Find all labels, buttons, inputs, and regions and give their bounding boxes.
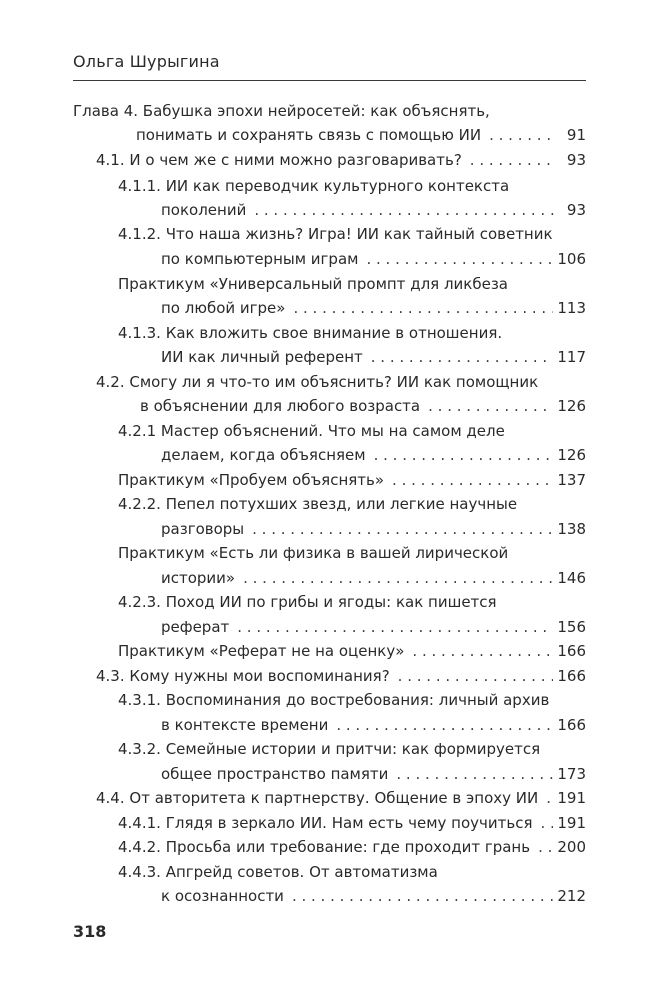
toc-line [118, 272, 586, 296]
toc-entry-text: Практикум «Пробуем объяснять» [118, 471, 385, 489]
toc-page-number: 146 [557, 569, 586, 587]
toc-entry-text: 4.3.1. Воспоминания до востребования: личный архив [118, 691, 550, 709]
toc-line [140, 394, 586, 418]
toc-page-number: 138 [557, 520, 586, 538]
toc-line [136, 123, 586, 147]
toc-entry-text: Практикум «Реферат не на оценку» [118, 642, 405, 660]
toc-leader-dots [243, 566, 553, 590]
toc-line [118, 468, 586, 492]
toc-entry-text: поколений [161, 201, 247, 219]
toc-page-number: 113 [557, 299, 586, 317]
toc-line [96, 786, 586, 810]
toc-entry-text: 4.4.1. Глядя в зеркало ИИ. Нам есть чему поучиться [118, 814, 533, 832]
toc-leader-dots [428, 394, 553, 418]
toc-entry-text: 4.2. Смогу ли я что-то им объяснить? ИИ как помощник [96, 373, 539, 391]
header-rule [73, 80, 586, 81]
toc-leader-dots [538, 835, 553, 859]
toc-line [118, 639, 586, 663]
toc-leader-dots [392, 468, 553, 492]
toc-line [161, 198, 586, 222]
toc-entry-text: 4.1. И о чем же с ними можно разговаривать? [96, 151, 462, 169]
toc-line [118, 835, 586, 859]
toc-page-number: 117 [557, 348, 586, 366]
toc-line [161, 443, 586, 467]
toc-page-number: 126 [557, 446, 586, 464]
toc-line [161, 247, 586, 271]
toc-line [96, 370, 586, 394]
toc-leader-dots [546, 786, 553, 810]
toc-line [118, 860, 586, 884]
toc-leader-dots [489, 123, 556, 147]
toc-entry-text: понимать и сохранять связь с помощью ИИ [136, 126, 482, 144]
toc-leader-dots [371, 345, 554, 369]
toc-line [118, 321, 586, 345]
toc-page-number: 166 [557, 667, 586, 685]
toc-page-number: 191 [557, 814, 586, 832]
toc-line [118, 174, 586, 198]
toc-line [161, 762, 586, 786]
toc-entry-text: истории» [161, 569, 236, 587]
toc-entry-text: 4.3. Кому нужны мои воспоминания? [96, 667, 390, 685]
toc-leader-dots [336, 713, 553, 737]
toc-entry-text: 4.1.2. Что наша жизнь? Игра! ИИ как тайный советник [118, 225, 553, 243]
toc-line [118, 688, 586, 712]
toc-leader-dots [254, 198, 556, 222]
toc-leader-dots [374, 443, 554, 467]
toc-line [161, 884, 586, 908]
toc-page-number: 93 [566, 151, 586, 169]
toc-line-chapter-4 [73, 99, 586, 123]
toc-line [96, 148, 586, 172]
toc-line [161, 517, 586, 541]
toc-line [118, 590, 586, 614]
toc-line [118, 541, 586, 565]
toc-page-number: 166 [557, 716, 586, 734]
toc-page-number: 173 [557, 765, 586, 783]
toc-leader-dots [366, 247, 553, 271]
toc-entry-text: по любой игре» [161, 299, 286, 317]
running-head-author: Ольга Шурыгина [73, 52, 220, 71]
toc-leader-dots [293, 296, 553, 320]
toc-line [161, 296, 586, 320]
toc-entry-text: 4.4.3. Апгрейд советов. От автоматизма [118, 863, 438, 881]
toc-leader-dots [470, 148, 556, 172]
toc-line [161, 345, 586, 369]
toc-leader-dots [252, 517, 553, 541]
toc-page-number: 93 [566, 201, 586, 219]
toc-leader-dots [412, 639, 553, 663]
toc-page-number: 212 [557, 887, 586, 905]
toc-page-number: 106 [557, 250, 586, 268]
toc-line [118, 811, 586, 835]
toc-page-number: 191 [557, 789, 586, 807]
page-number: 318 [73, 922, 107, 941]
toc-entry-text: 4.3.2. Семейные истории и притчи: как формируется [118, 740, 541, 758]
toc-page-number: 166 [557, 642, 586, 660]
toc-entry-text: по компьютерным играм [161, 250, 359, 268]
toc-entry-text: в контексте времени [161, 716, 329, 734]
toc-line [118, 222, 586, 246]
toc-entry-text: делаем, когда объясняем [161, 446, 366, 464]
toc-line [161, 713, 586, 737]
toc-leader-dots [292, 884, 553, 908]
toc-line [161, 566, 586, 590]
toc-entry-text: 4.2.3. Поход ИИ по грибы и ягоды: как пишется [118, 593, 497, 611]
toc-entry-text: общее пространство памяти [161, 765, 389, 783]
toc-line [118, 419, 586, 443]
toc-entry-text: 4.4.2. Просьба или требование: где проходит грань [118, 838, 531, 856]
toc-line [118, 492, 586, 516]
toc-entry-text: Практикум «Универсальный промпт для ликбеза [118, 275, 508, 293]
toc-page-number: 91 [566, 126, 586, 144]
toc-entry-text: Глава 4. Бабушка эпохи нейросетей: как объяснять, [73, 102, 490, 120]
toc-page-number: 200 [557, 838, 586, 856]
toc-page-number: 126 [557, 397, 586, 415]
toc-leader-dots [396, 762, 553, 786]
toc-entry-text: 4.1.3. Как вложить свое внимание в отношения. [118, 324, 503, 342]
toc-page-number: 137 [557, 471, 586, 489]
toc-entry-text: Практикум «Есть ли физика в вашей лирической [118, 544, 509, 562]
toc-entry-text: 4.1.1. ИИ как переводчик культурного контекста [118, 177, 510, 195]
toc-entry-text: в объяснении для любого возраста [140, 397, 421, 415]
toc-leader-dots [540, 811, 553, 835]
toc-entry-text: 4.2.1 Мастер объяснений. Что мы на самом деле [118, 422, 505, 440]
toc-line [161, 615, 586, 639]
toc-line [118, 737, 586, 761]
toc-page-number: 156 [557, 618, 586, 636]
toc-line [96, 664, 586, 688]
toc-entry-text: разговоры [161, 520, 245, 538]
toc-leader-dots [237, 615, 553, 639]
toc-entry-text: 4.4. От авторитета к партнерству. Общение в эпоху ИИ [96, 789, 539, 807]
toc-entry-text: 4.2.2. Пепел потухших звезд, или легкие научные [118, 495, 518, 513]
toc-entry-text: ИИ как личный референт [161, 348, 363, 366]
toc-entry-text: реферат [161, 618, 230, 636]
toc-leader-dots [398, 664, 554, 688]
toc-entry-text: к осознанности [161, 887, 284, 905]
